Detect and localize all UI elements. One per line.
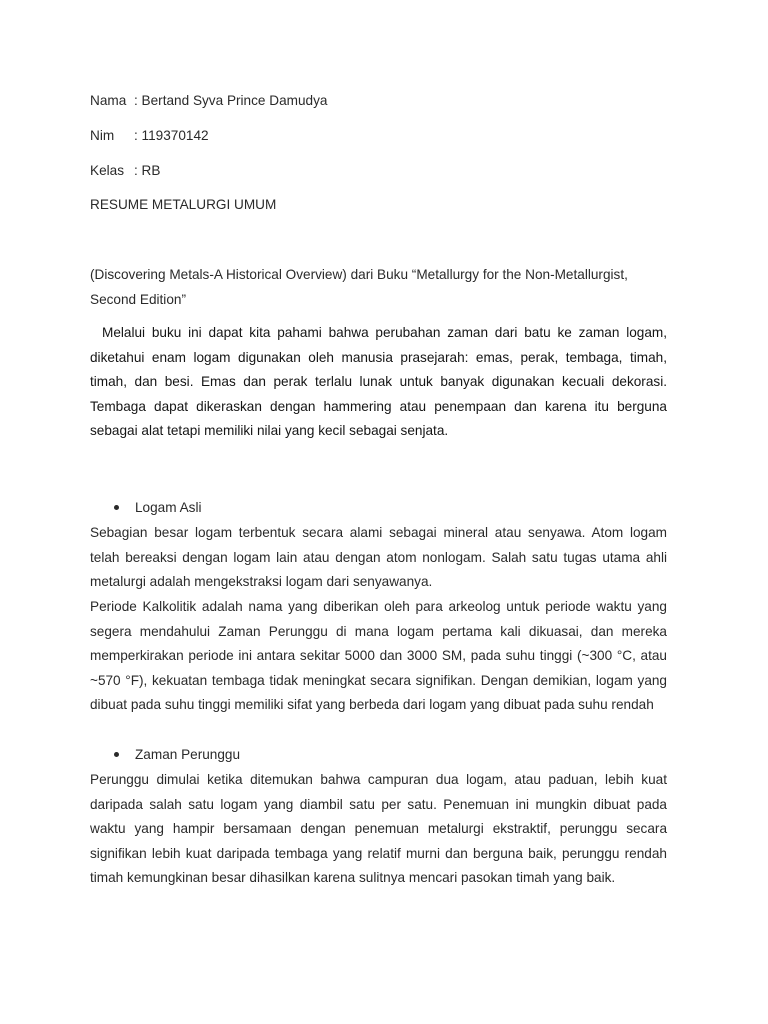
- section-heading-text: Zaman Perunggu: [135, 747, 241, 762]
- zaman-perunggu-paragraph-1: Perunggu dimulai ketika ditemukan bahwa campuran dua logam, atau paduan, lebih kuat daripada salah satu logam yang diambil satu per satu. Penemuan ini mungkin dibuat pada waktu yang hampir bersamaan dengan penemuan metalurgi ekstraktif, perunggu secara signifikan lebih kuat daripada tembaga yang relatif murni dan berguna baik, perunggu rendah timah kemungkinan besar dihasilkan karena sulitnya mencari pasokan timah yang baik.: [90, 772, 667, 886]
- kelas-row: [90, 163, 160, 179]
- name-label: Nama: [90, 93, 127, 108]
- kelas-label: Kelas: [90, 163, 125, 178]
- nim-label: Nim: [90, 128, 115, 143]
- bullet-icon: [114, 752, 119, 757]
- intro-paragraph: [90, 321, 667, 444]
- section-heading-logam-asli: [114, 500, 202, 516]
- intro-text: Melalui buku ini dapat kita pahami bahwa perubahan zaman dari batu ke zaman logam, diketahui enam logam digunakan oleh manusia prasejarah: emas, perak, tembaga, timah, timah, dan besi. Emas dan perak terlalu lunak untuk banyak digunakan kecuali dekorasi. Tembaga dapat dikeraskan dengan hammering atau penempaan dan karena itu berguna sebagai alat tetapi memiliki nilai yang kecil sebagai senjata.: [90, 325, 667, 439]
- logam-asli-paragraph-2: Periode Kalkolitik adalah nama yang diberikan oleh para arkeolog untuk periode waktu yang segera mendahului Zaman Perunggu di mana logam pertama kali dikuasai, dan mereka memperkirakan periode ini antara sekitar 5000 dan 3000 SM, pada suhu tinggi (~300 °C, atau ~570 °F), kekuatan tembaga tidak meningkat secara signifikan. Dengan demikian, logam yang dibuat pada suhu tinggi memiliki sifat yang berbeda dari logam yang dibuat pada suhu rendah: [90, 599, 667, 713]
- document-title: RESUME METALURGI UMUM: [90, 197, 277, 212]
- source-line-1: (Discovering Metals-A Historical Overview) dari Buku “Metallurgy for the Non-Metallurgist,: [90, 267, 628, 282]
- nim-value: : 119370142: [134, 128, 209, 143]
- nim-row: [90, 128, 209, 144]
- section-heading-text: Logam Asli: [135, 500, 202, 515]
- kelas-value: : RB: [134, 163, 161, 178]
- name-row: [90, 93, 327, 109]
- source-line-2: Second Edition”: [90, 292, 186, 307]
- section-heading-zaman-perunggu: [114, 747, 240, 763]
- bullet-icon: [114, 505, 119, 510]
- name-value: : Bertand Syva Prince Damudya: [134, 93, 328, 108]
- logam-asli-paragraph-1: Sebagian besar logam terbentuk secara alami sebagai mineral atau senyawa. Atom logam telah bereaksi dengan logam lain atau dengan atom nonlogam. Salah satu tugas utama ahli metalurgi adalah mengekstraksi logam dari senyawanya.: [90, 525, 667, 590]
